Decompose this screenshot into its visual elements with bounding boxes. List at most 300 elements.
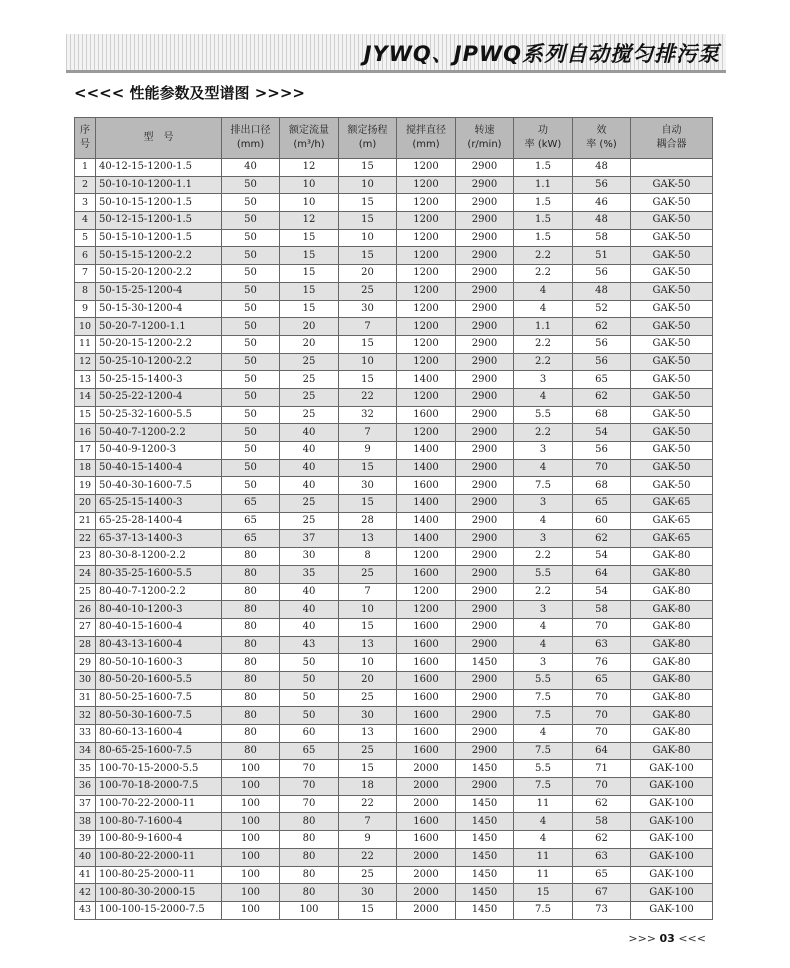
table-cell: 50 [222, 194, 280, 212]
table-cell: 80-43-13-1600-4 [96, 636, 222, 654]
table-cell: 1200 [397, 265, 456, 283]
table-row [75, 459, 713, 477]
table-cell: 2900 [456, 388, 514, 406]
table-cell: 1.5 [514, 212, 573, 230]
page-footer [628, 932, 706, 945]
table-cell: GAK-50 [631, 300, 713, 318]
table-cell: 2.2 [514, 247, 573, 265]
table-cell: GAK-50 [631, 194, 713, 212]
table-cell: 1600 [397, 742, 456, 760]
table-cell: GAK-50 [631, 388, 713, 406]
table-row [75, 300, 713, 318]
table-cell: 15 [339, 212, 397, 230]
table-cell: 2900 [456, 495, 514, 513]
table-cell: 80 [280, 866, 339, 884]
table-cell: 9 [75, 300, 96, 318]
table-cell: 50-15-25-1200-4 [96, 282, 222, 300]
table-cell: 50 [222, 229, 280, 247]
table-cell: 2000 [397, 901, 456, 919]
table-cell: 10 [339, 353, 397, 371]
table-cell: 37 [75, 795, 96, 813]
table-cell: GAK-50 [631, 212, 713, 230]
table-cell: 4 [514, 831, 573, 849]
table-cell: 25 [339, 742, 397, 760]
table-cell: 50 [222, 176, 280, 194]
table-cell: 100 [222, 848, 280, 866]
table-cell: 100-70-15-2000-5.5 [96, 760, 222, 778]
table-cell: 22 [339, 795, 397, 813]
table-cell: 1400 [397, 442, 456, 460]
table-cell: GAK-50 [631, 176, 713, 194]
table-cell: 62 [573, 530, 631, 548]
table-cell: 2900 [456, 477, 514, 495]
table-cell: 1200 [397, 300, 456, 318]
table-cell: 15 [339, 159, 397, 177]
table-cell: 50 [222, 282, 280, 300]
table-cell: 56 [573, 442, 631, 460]
table-cell: 1.5 [514, 194, 573, 212]
table-cell: 25 [339, 866, 397, 884]
table-cell: 80 [222, 671, 280, 689]
table-cell: 50 [280, 707, 339, 725]
table-cell: 11 [514, 866, 573, 884]
table-cell: 80 [222, 725, 280, 743]
table-cell: GAK-80 [631, 636, 713, 654]
table-cell: 4 [514, 618, 573, 636]
table-cell: 63 [573, 848, 631, 866]
table-cell: 29 [75, 654, 96, 672]
table-cell: 36 [75, 778, 96, 796]
table-cell: 80 [222, 583, 280, 601]
table-row [75, 654, 713, 672]
table-cell: 80 [222, 601, 280, 619]
table-cell: GAK-80 [631, 565, 713, 583]
table-cell: 50-25-15-1400-3 [96, 371, 222, 389]
table-cell: 2900 [456, 601, 514, 619]
table-cell: 2900 [456, 442, 514, 460]
table-cell: 100 [222, 831, 280, 849]
table-cell: GAK-100 [631, 795, 713, 813]
column-header: 功 率 (kW) [514, 118, 573, 159]
table-cell: 2900 [456, 459, 514, 477]
table-cell: 1200 [397, 353, 456, 371]
table-cell: 20 [339, 671, 397, 689]
table-cell: 50 [222, 335, 280, 353]
table-cell: 9 [339, 442, 397, 460]
table-cell: 2900 [456, 424, 514, 442]
table-cell: 2 [75, 176, 96, 194]
table-cell: 25 [280, 406, 339, 424]
table-row [75, 725, 713, 743]
table-cell: 1450 [456, 654, 514, 672]
table-cell: 1450 [456, 760, 514, 778]
table-cell: 65 [573, 866, 631, 884]
table-cell: 50 [222, 318, 280, 336]
table-cell: 2900 [456, 318, 514, 336]
table-cell: 2900 [456, 530, 514, 548]
column-header: 序 号 [75, 118, 96, 159]
table-cell: 1.5 [514, 159, 573, 177]
table-row [75, 760, 713, 778]
table-cell: 80-50-10-1600-3 [96, 654, 222, 672]
table-cell: 65-25-15-1400-3 [96, 495, 222, 513]
table-cell: 50 [222, 424, 280, 442]
table-cell: 1200 [397, 583, 456, 601]
performance-table [74, 117, 713, 920]
table-row [75, 583, 713, 601]
table-cell: 25 [339, 565, 397, 583]
table-cell: 7.5 [514, 778, 573, 796]
table-cell: 32 [75, 707, 96, 725]
table-cell: 50-15-20-1200-2.2 [96, 265, 222, 283]
table-cell: 48 [573, 282, 631, 300]
table-cell: 80 [222, 742, 280, 760]
table-cell: 2900 [456, 707, 514, 725]
table-cell: GAK-80 [631, 742, 713, 760]
table-cell: 7 [339, 318, 397, 336]
table-cell: 58 [573, 229, 631, 247]
table-cell: 25 [280, 371, 339, 389]
table-cell: 2000 [397, 760, 456, 778]
table-cell: 50-20-7-1200-1.1 [96, 318, 222, 336]
table-cell: 13 [339, 725, 397, 743]
table-cell: 40 [280, 618, 339, 636]
table-cell: 2.2 [514, 424, 573, 442]
table-cell: 56 [573, 335, 631, 353]
table-cell: 2900 [456, 335, 514, 353]
table-row [75, 406, 713, 424]
table-cell: 7 [339, 424, 397, 442]
table-cell: 15 [280, 247, 339, 265]
table-cell: 2900 [456, 371, 514, 389]
table-cell: 60 [573, 512, 631, 530]
table-cell: 50 [280, 671, 339, 689]
table-cell: 2.2 [514, 265, 573, 283]
table-cell: 2900 [456, 247, 514, 265]
column-header: 效 率 (%) [573, 118, 631, 159]
table-cell: 10 [339, 654, 397, 672]
table-cell: 65 [222, 512, 280, 530]
table-cell: 70 [573, 725, 631, 743]
table-cell: 13 [339, 530, 397, 548]
column-header: 额定流量 (m³/h) [280, 118, 339, 159]
table-cell: 15 [280, 229, 339, 247]
table-cell: 50-40-15-1400-4 [96, 459, 222, 477]
table-cell: 10 [280, 194, 339, 212]
table-cell: 1600 [397, 636, 456, 654]
table-cell: 8 [339, 548, 397, 566]
section-header [74, 82, 724, 106]
table-cell: 56 [573, 353, 631, 371]
table-cell: 80-50-30-1600-7.5 [96, 707, 222, 725]
table-cell: 10 [75, 318, 96, 336]
table-cell: 3 [75, 194, 96, 212]
table-cell: 12 [280, 212, 339, 230]
table-cell: 1600 [397, 707, 456, 725]
table-cell: 40 [280, 459, 339, 477]
table-cell: GAK-100 [631, 813, 713, 831]
table-cell: 4 [514, 813, 573, 831]
table-cell: 2900 [456, 548, 514, 566]
table-cell: 80-60-13-1600-4 [96, 725, 222, 743]
table-header-row [75, 118, 713, 159]
table-row [75, 159, 713, 177]
table-cell: GAK-65 [631, 530, 713, 548]
table-cell: 1200 [397, 194, 456, 212]
table-row [75, 742, 713, 760]
column-header: 排出口径 (mm) [222, 118, 280, 159]
table-cell: 50-25-22-1200-4 [96, 388, 222, 406]
table-cell: 50 [222, 353, 280, 371]
table-cell: 2900 [456, 565, 514, 583]
table-cell: 22 [75, 530, 96, 548]
table-cell: 11 [75, 335, 96, 353]
table-cell: GAK-80 [631, 707, 713, 725]
table-cell: GAK-50 [631, 406, 713, 424]
column-header: 自动 耦合器 [631, 118, 713, 159]
table-row [75, 565, 713, 583]
table-cell: 80-35-25-1600-5.5 [96, 565, 222, 583]
table-cell: 65 [222, 495, 280, 513]
table-row [75, 795, 713, 813]
table-row [75, 265, 713, 283]
table-cell: GAK-100 [631, 831, 713, 849]
table-cell: GAK-80 [631, 601, 713, 619]
table-cell: 18 [339, 778, 397, 796]
table-cell: 7 [75, 265, 96, 283]
table-cell: 1450 [456, 831, 514, 849]
table-cell: 2900 [456, 282, 514, 300]
table-cell: 25 [280, 495, 339, 513]
table-cell: 80 [222, 618, 280, 636]
table-cell: 68 [573, 477, 631, 495]
table-cell: 2900 [456, 194, 514, 212]
table-cell: 7.5 [514, 707, 573, 725]
table-cell: 50 [222, 300, 280, 318]
table-cell: 5 [75, 229, 96, 247]
table-cell: 1200 [397, 212, 456, 230]
table-cell: 28 [75, 636, 96, 654]
table-cell: 2900 [456, 512, 514, 530]
table-cell: 5.5 [514, 671, 573, 689]
table-cell: 7.5 [514, 742, 573, 760]
table-cell: 1450 [456, 866, 514, 884]
table-row [75, 689, 713, 707]
table-cell: 2900 [456, 636, 514, 654]
table-row [75, 176, 713, 194]
table-cell: 50-15-10-1200-1.5 [96, 229, 222, 247]
table-cell: 50 [222, 442, 280, 460]
table-cell: 10 [280, 176, 339, 194]
table-cell: 65 [573, 671, 631, 689]
table-cell: 25 [339, 282, 397, 300]
table-cell: 54 [573, 583, 631, 601]
table-cell: 4 [514, 512, 573, 530]
table-cell: 3 [514, 530, 573, 548]
table-row [75, 194, 713, 212]
table-cell: 100-100-15-2000-7.5 [96, 901, 222, 919]
table-cell: 30 [339, 300, 397, 318]
table-cell: GAK-100 [631, 884, 713, 902]
table-cell: 2900 [456, 406, 514, 424]
table-cell: 3 [514, 601, 573, 619]
table-cell: GAK-80 [631, 583, 713, 601]
table-cell: 28 [339, 512, 397, 530]
table-cell: 35 [75, 760, 96, 778]
table-cell: 20 [280, 335, 339, 353]
table-cell: 31 [75, 689, 96, 707]
table-cell: 37 [280, 530, 339, 548]
table-cell: 15 [280, 265, 339, 283]
table-cell: 7 [339, 813, 397, 831]
table-cell: 100-80-25-2000-11 [96, 866, 222, 884]
table-cell: 25 [75, 583, 96, 601]
table-cell: 1400 [397, 512, 456, 530]
table-cell: 62 [573, 318, 631, 336]
table-cell: 15 [339, 335, 397, 353]
table-cell: 40 [280, 583, 339, 601]
table-cell: 50-25-10-1200-2.2 [96, 353, 222, 371]
table-cell: 1600 [397, 406, 456, 424]
table-row [75, 353, 713, 371]
table-cell: 40-12-15-1200-1.5 [96, 159, 222, 177]
table-cell: 2900 [456, 618, 514, 636]
table-cell: 10 [339, 176, 397, 194]
table-cell: 1600 [397, 831, 456, 849]
table-cell: 1450 [456, 795, 514, 813]
table-cell: 50-10-10-1200-1.1 [96, 176, 222, 194]
table-cell: 2900 [456, 229, 514, 247]
table-cell: 100 [222, 901, 280, 919]
table-cell: 15 [339, 194, 397, 212]
table-cell: 17 [75, 442, 96, 460]
table-cell: GAK-100 [631, 848, 713, 866]
table-cell: 14 [75, 388, 96, 406]
table-cell: 4 [514, 282, 573, 300]
table-cell: 50-40-30-1600-7.5 [96, 477, 222, 495]
table-cell: 1200 [397, 247, 456, 265]
table-cell: 70 [573, 618, 631, 636]
table-cell: 58 [573, 813, 631, 831]
table-cell: GAK-80 [631, 618, 713, 636]
table-row [75, 778, 713, 796]
table-cell [631, 159, 713, 177]
table-cell: GAK-100 [631, 866, 713, 884]
table-cell: 1200 [397, 159, 456, 177]
table-cell: 76 [573, 654, 631, 672]
table-cell: 19 [75, 477, 96, 495]
table-cell: 7.5 [514, 901, 573, 919]
table-cell: 80 [222, 707, 280, 725]
table-cell: 22 [339, 848, 397, 866]
table-cell: 80 [222, 565, 280, 583]
table-cell: 65 [222, 530, 280, 548]
table-row [75, 530, 713, 548]
table-cell: 40 [280, 424, 339, 442]
table-cell: 80 [280, 813, 339, 831]
table-cell: 1200 [397, 229, 456, 247]
table-cell: 5.5 [514, 406, 573, 424]
table-row [75, 831, 713, 849]
table-cell: 43 [75, 901, 96, 919]
table-cell: 32 [339, 406, 397, 424]
table-cell: 2.2 [514, 353, 573, 371]
table-cell: 1 [75, 159, 96, 177]
table-row [75, 442, 713, 460]
table-cell: 50 [280, 689, 339, 707]
table-cell: GAK-50 [631, 459, 713, 477]
table-cell: 25 [280, 353, 339, 371]
table-row [75, 495, 713, 513]
table-cell: 70 [280, 760, 339, 778]
table-cell: 70 [573, 778, 631, 796]
table-cell: 1.1 [514, 318, 573, 336]
table-cell: 80 [222, 689, 280, 707]
table-cell: GAK-80 [631, 689, 713, 707]
table-cell: 12 [280, 159, 339, 177]
table-cell: 54 [573, 548, 631, 566]
table-cell: 1.1 [514, 176, 573, 194]
table-cell: 25 [280, 512, 339, 530]
table-cell: 100 [280, 901, 339, 919]
table-body [75, 159, 713, 920]
table-cell: GAK-50 [631, 265, 713, 283]
table-cell: 3 [514, 442, 573, 460]
table-cell: 15 [514, 884, 573, 902]
table-cell: 18 [75, 459, 96, 477]
table-cell: 7.5 [514, 689, 573, 707]
table-cell: 100-80-9-1600-4 [96, 831, 222, 849]
table-cell: 2900 [456, 176, 514, 194]
footer-suffix: <<< [674, 932, 706, 945]
table-cell: 100 [222, 778, 280, 796]
table-cell: GAK-50 [631, 247, 713, 265]
table-cell: 100 [222, 813, 280, 831]
table-cell: GAK-50 [631, 318, 713, 336]
table-row [75, 282, 713, 300]
table-row [75, 229, 713, 247]
table-cell: 2000 [397, 778, 456, 796]
table-cell: 35 [280, 565, 339, 583]
table-cell: 2900 [456, 353, 514, 371]
table-cell: 67 [573, 884, 631, 902]
table-cell: 100 [222, 884, 280, 902]
table-cell: 60 [280, 725, 339, 743]
table-cell: 24 [75, 565, 96, 583]
table-cell: 2.2 [514, 548, 573, 566]
table-cell: 15 [339, 760, 397, 778]
table-cell: 100-80-7-1600-4 [96, 813, 222, 831]
table-row [75, 636, 713, 654]
table-cell: 50-40-9-1200-3 [96, 442, 222, 460]
table-row [75, 371, 713, 389]
table-row [75, 548, 713, 566]
table-row [75, 707, 713, 725]
table-cell: 80-50-20-1600-5.5 [96, 671, 222, 689]
table-cell: 40 [222, 159, 280, 177]
table-cell: 80 [222, 548, 280, 566]
table-cell: GAK-80 [631, 654, 713, 672]
table-cell: 10 [339, 229, 397, 247]
table-cell: 80-30-8-1200-2.2 [96, 548, 222, 566]
table-cell: 8 [75, 282, 96, 300]
table-cell: 40 [280, 477, 339, 495]
table-cell: 70 [573, 689, 631, 707]
table-cell: 65-37-13-1400-3 [96, 530, 222, 548]
table-cell: 100-70-22-2000-11 [96, 795, 222, 813]
table-cell: GAK-50 [631, 371, 713, 389]
table-cell: 1600 [397, 671, 456, 689]
